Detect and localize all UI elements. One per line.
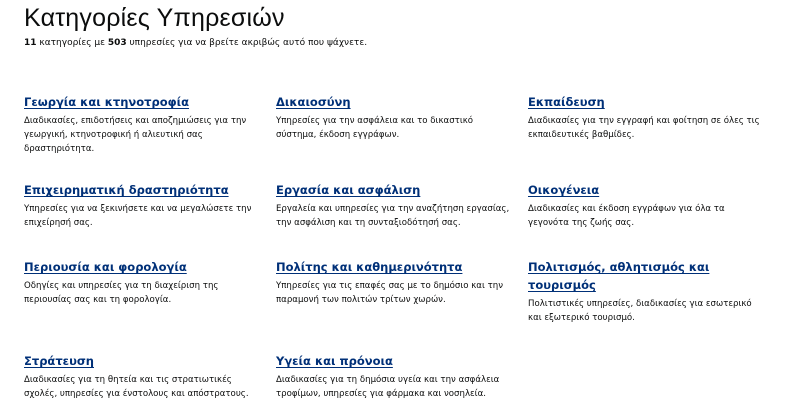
page-summary — [24, 38, 367, 48]
category-description: Οδηγίες και υπηρεσίες για τη διαχείριση της περιουσίας σας και τη φορολογία. — [24, 281, 219, 305]
category-link-citizen[interactable]: Πολίτης και καθημερινότητα — [276, 260, 463, 274]
category-card-citizen — [276, 258, 511, 307]
category-link-business[interactable]: Επιχειρηματική δραστηριότητα — [24, 183, 229, 197]
page-title: Κατηγορίες Υπηρεσιών — [24, 4, 285, 32]
category-description: Εργαλεία και υπηρεσίες για την αναζήτηση εργασίας, την ασφάλιση και τη συνταξιοδότησή σας. — [276, 204, 510, 228]
summary-text-1: κατηγορίες με — [36, 38, 108, 48]
category-card-health — [276, 352, 511, 401]
category-description: Διαδικασίες και έκδοση εγγράφων για όλα τα γεγονότα της ζωής σας. — [528, 204, 725, 228]
categories-count: 11 — [24, 38, 37, 48]
category-link-military[interactable]: Στράτευση — [24, 354, 94, 368]
category-card-property-tax — [24, 258, 259, 307]
category-link-education[interactable]: Εκπαίδευση — [528, 95, 605, 109]
category-link-health[interactable]: Υγεία και πρόνοια — [276, 354, 393, 368]
category-description: Υπηρεσίες για την ασφάλεια και το δικαστικό σύστημα, έκδοση εγγράφων. — [276, 116, 474, 140]
category-description: Διαδικασίες για τη δημόσια υγεία και την ασφάλεια τροφίμων, υπηρεσίες για φάρμακα και νοσηλεία. — [276, 375, 500, 399]
category-description: Διαδικασίες για τη θητεία και τις στρατιωτικές σχολές, υπηρεσίες για ένστολους και απόστρατους. — [24, 375, 249, 399]
summary-text-2: υπηρεσίες για να βρείτε ακριβώς αυτό που ψάχνετε. — [126, 38, 368, 48]
category-card-business — [24, 181, 259, 230]
category-card-justice — [276, 93, 496, 142]
category-card-agriculture — [24, 93, 259, 156]
category-link-employment[interactable]: Εργασία και ασφάλιση — [276, 183, 421, 197]
category-link-justice[interactable]: Δικαιοσύνη — [276, 95, 351, 109]
category-link-family[interactable]: Οικογένεια — [528, 183, 600, 197]
category-link-culture[interactable]: Πολιτισμός, αθλητισμός και τουρισμός — [528, 260, 710, 292]
category-link-property-tax[interactable]: Περιουσία και φορολογία — [24, 260, 187, 274]
category-card-military — [24, 352, 259, 401]
category-description: Διαδικασίες για την εγγραφή και φοίτηση σε όλες τις εκπαιδευτικές βαθμίδες. — [528, 116, 760, 140]
category-card-education — [528, 93, 763, 142]
category-card-employment — [276, 181, 521, 230]
category-description: Υπηρεσίες για να ξεκινήσετε και να μεγαλώσετε την επιχείρησή σας. — [24, 204, 252, 228]
category-description: Υπηρεσίες για τις επαφές σας με το δημόσιο και την παραμονή των πολιτών τρίτων χωρών. — [276, 281, 504, 305]
category-card-culture — [528, 258, 763, 325]
category-description: Πολιτιστικές υπηρεσίες, διαδικασίες για εσωτερικό και εξωτερικό τουρισμό. — [528, 299, 752, 323]
category-link-agriculture[interactable]: Γεωργία και κτηνοτροφία — [24, 95, 190, 109]
category-card-family — [528, 181, 763, 230]
services-count: 503 — [107, 38, 127, 48]
category-description: Διαδικασίες, επιδοτήσεις και αποζημιώσεις για την γεωργική, κτηνοτροφική ή αλιευτική σας δραστηριότητα. — [24, 116, 247, 154]
